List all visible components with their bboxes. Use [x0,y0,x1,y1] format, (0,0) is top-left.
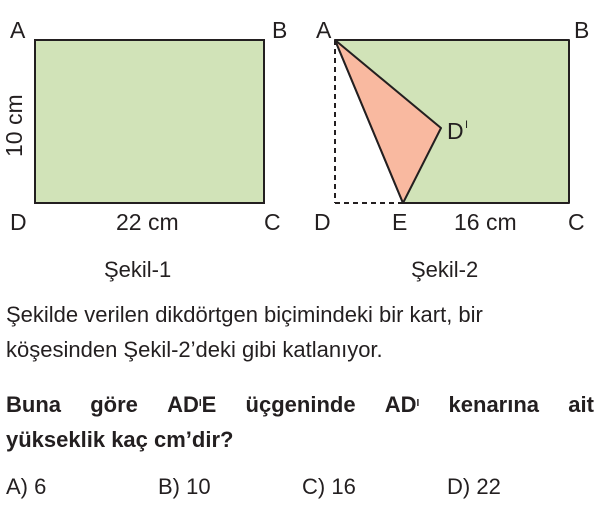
question-line-1 [6,387,594,422]
vertex-b-2: B [574,17,590,43]
statement-line-2: köşesinden Şekil-2’deki gibi katlanıyor. [6,337,383,362]
option-d-value: 22 [476,474,501,499]
vertex-a-1: A [10,17,26,43]
question-word-gore: göre [90,392,138,417]
question-word-ait: ait [568,392,594,417]
height-label: 10 cm [1,94,27,157]
option-c-key: C) [302,474,326,499]
vertex-e-2: E [392,209,408,235]
vertex-a-2: A [316,17,332,43]
question [6,387,598,457]
option-c-value: 16 [331,474,356,499]
option-c[interactable] [302,474,356,500]
caption-2: Şekil-2 [411,257,479,282]
option-d-key: D) [447,474,471,499]
vertex-b-1: B [272,17,288,43]
option-b[interactable] [158,474,211,500]
figure-2 [314,17,589,282]
question-seg-ade: $AD^IE$ [167,392,217,417]
question-seg-ad: $AD^I$ [384,392,420,417]
option-b-key: B) [158,474,180,499]
question-prime-2: I [416,398,420,409]
option-a[interactable] [6,474,46,500]
option-d[interactable] [447,474,501,500]
question-line-2: yükseklik kaç cm’dir? [6,427,234,452]
question-word-buna: Buna [6,392,61,417]
figure-1 [1,17,287,282]
statement-line-1: Şekilde verilen dikdörtgen biçimindeki bir kart, bir [6,302,483,327]
card-rectangle-1 [35,40,264,203]
vertex-d-prime: D [447,118,464,144]
question-word-ucgeninde: üçgeninde [245,392,356,417]
question-prime-1: I [198,398,202,409]
caption-1: Şekil-1 [104,257,172,282]
answer-options [6,474,598,504]
vertex-c-1: C [264,209,281,235]
option-b-value: 10 [186,474,211,499]
problem-statement [6,297,598,367]
option-a-value: 6 [34,474,47,499]
segment-label: 16 cm [454,209,517,235]
vertex-c-2: C [568,209,585,235]
option-a-key: A) [6,474,28,499]
width-label: 22 cm [116,209,179,235]
prime-mark: I [465,119,469,131]
vertex-d-1: D [10,209,27,235]
vertex-d-2: D [314,209,331,235]
question-word-kenarina: kenarına [448,392,540,417]
